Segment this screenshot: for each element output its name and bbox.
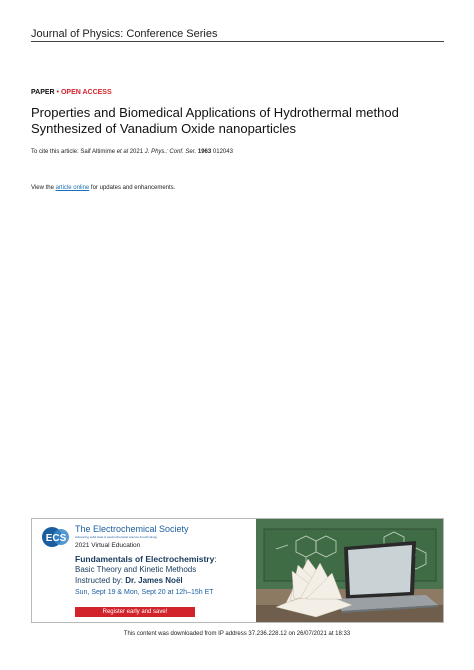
register-button[interactable]: Register early and save! [75,607,195,617]
view-suffix: for updates and enhancements. [89,185,176,191]
ecs-logo [41,525,71,549]
banner-text-panel [32,519,256,622]
society-tagline: Advancing solid state & electrochemical science & technology [75,535,158,539]
virtual-education-label: 2021 Virtual Education [75,542,141,549]
cite-prefix: To cite this article: Saif Altimime [31,149,117,155]
instructor-name: Dr. James Noël [125,576,183,585]
article-title: Properties and Biomedical Applications of Hydrothermal method Synthesized of Vanadium Oxide nanoparticles [31,105,399,136]
course-colon: : [214,554,217,564]
cite-journal: J. Phys.: Conf. Ser. [144,149,197,155]
society-name: The Electrochemical Society [75,524,189,534]
journal-title: Journal of Physics: Conference Series [31,28,218,40]
header-divider [31,41,444,42]
course-title-text: Fundamentals of Electrochemistry [75,554,215,564]
course-subtitle: Basic Theory and Kinetic Methods [75,565,197,574]
laptop-book-photo [256,519,444,622]
paper-type: PAPER [31,89,55,96]
instructor-line [75,576,183,585]
open-access-label: OPEN ACCESS [60,89,112,96]
instructor-prefix: Instructed by: [75,576,126,585]
citation-line [31,149,233,155]
tag-separator: • [54,89,61,96]
cite-number: 012043 [211,149,233,155]
cite-year: 2021 [128,149,145,155]
cite-volume: 1963 [197,149,212,155]
schedule-text: Sun, Sept 19 & Mon, Sept 20 at 12h–15h ET [75,589,214,596]
download-footer-note: This content was downloaded from IP address 37.236.228.12 on 26/07/2021 at 18:33 [123,631,351,637]
ecs-logo-text: ECS [45,533,67,544]
course-title [75,554,217,564]
ecs-advertisement-banner[interactable] [31,518,444,623]
cite-etal: et al [116,149,129,155]
view-prefix: View the [31,185,56,191]
view-online-line [31,185,175,191]
article-online-link[interactable]: article online [55,185,90,191]
paper-type-label [31,89,112,96]
